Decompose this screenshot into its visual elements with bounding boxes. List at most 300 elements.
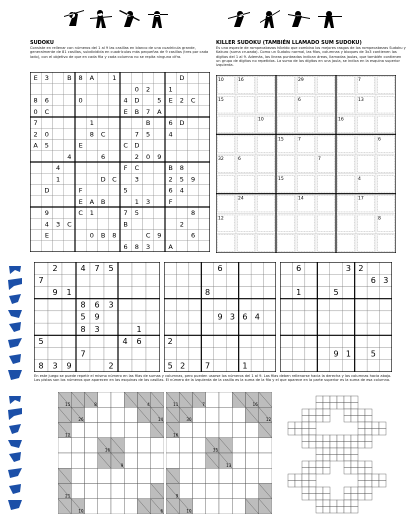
sudoku-cell[interactable] [380, 348, 392, 360]
killer-cell[interactable] [316, 95, 336, 115]
sudoku-cell[interactable] [342, 274, 354, 286]
hexadoku-cell[interactable] [109, 196, 120, 207]
sudoku-cell[interactable] [62, 335, 76, 347]
sudoku-cell[interactable] [146, 311, 160, 323]
hexadoku-cell[interactable] [64, 95, 75, 106]
kakuro-cell[interactable] [259, 438, 272, 453]
kakuro-cell[interactable] [138, 468, 151, 483]
sudoku-cell[interactable] [367, 286, 379, 298]
shape-puzzle-block[interactable] [330, 396, 344, 409]
kakuro-cell[interactable] [111, 423, 124, 438]
hexadoku-cell[interactable] [53, 196, 64, 207]
hexadoku-cell[interactable] [64, 140, 75, 151]
hexadoku-cell[interactable] [199, 95, 210, 106]
sudoku-cell[interactable] [104, 286, 118, 298]
killer-cell[interactable] [336, 194, 356, 214]
hexadoku-cell[interactable] [199, 196, 210, 207]
hexadoku-cell[interactable] [109, 185, 120, 196]
kakuro-cell[interactable] [246, 438, 259, 453]
kakuro-cell[interactable] [232, 468, 245, 483]
sudoku-cell[interactable] [342, 323, 354, 335]
hexadoku-cell[interactable] [154, 117, 165, 128]
killer-cell[interactable] [316, 134, 336, 154]
hexadoku-cell[interactable] [41, 117, 52, 128]
killer-cell[interactable] [256, 194, 276, 214]
hexadoku-cell[interactable] [98, 95, 109, 106]
sudoku-cell[interactable] [164, 299, 176, 311]
sudoku-cell[interactable] [176, 286, 188, 298]
sudoku-cell[interactable] [132, 274, 146, 286]
hexadoku-cell[interactable] [188, 117, 199, 128]
sudoku-cell[interactable] [201, 299, 213, 311]
kakuro-cell[interactable] [232, 453, 245, 468]
sudoku-cell[interactable] [292, 311, 304, 323]
sudoku-cell[interactable] [355, 286, 367, 298]
sudoku-cell[interactable] [189, 360, 201, 372]
sudoku-cell[interactable] [251, 335, 263, 347]
kakuro-cell[interactable] [151, 468, 164, 483]
sudoku-cell[interactable] [305, 262, 317, 274]
hexadoku-cell[interactable] [188, 196, 199, 207]
sudoku-cell[interactable] [118, 311, 132, 323]
sudoku-cell[interactable] [280, 286, 292, 298]
sudoku-cell[interactable] [342, 299, 354, 311]
kakuro-cell[interactable] [193, 499, 206, 514]
kakuro-cell[interactable] [151, 453, 164, 468]
sudoku-cell[interactable] [380, 360, 392, 372]
killer-cell[interactable] [256, 95, 276, 115]
hexadoku-cell[interactable] [64, 128, 75, 139]
shape-puzzle-block[interactable] [316, 409, 330, 422]
kakuro-cell[interactable] [246, 468, 259, 483]
hexadoku-cell[interactable] [199, 230, 210, 241]
kakuro-cell[interactable] [98, 499, 111, 514]
sudoku-cell[interactable] [380, 335, 392, 347]
hexadoku-cell[interactable] [53, 230, 64, 241]
sudoku-cell[interactable] [214, 286, 226, 298]
hexadoku-cell[interactable] [176, 128, 187, 139]
hexadoku-cell[interactable] [154, 162, 165, 173]
sudoku-cell[interactable] [305, 311, 317, 323]
sudoku-cell[interactable] [132, 286, 146, 298]
hexadoku-cell[interactable] [188, 106, 199, 117]
hexadoku-cell[interactable] [86, 140, 97, 151]
kakuro-cell[interactable] [219, 484, 232, 499]
sudoku-cell[interactable] [62, 299, 76, 311]
sudoku-cell[interactable] [176, 274, 188, 286]
killer-cell[interactable] [356, 134, 376, 154]
killer-cell[interactable] [236, 134, 256, 154]
shape-puzzle-block[interactable] [344, 487, 358, 500]
sudoku-cell[interactable] [367, 299, 379, 311]
hexadoku-cell[interactable] [75, 83, 86, 94]
hexadoku-cell[interactable] [176, 230, 187, 241]
sudoku-cell[interactable] [264, 299, 276, 311]
sudoku-cell[interactable] [48, 323, 62, 335]
hexadoku-cell[interactable] [120, 151, 131, 162]
sudoku-cell[interactable] [214, 299, 226, 311]
sudoku-cell[interactable] [118, 360, 132, 372]
shape-puzzle-block[interactable] [358, 474, 372, 487]
kakuro-cell[interactable] [259, 468, 272, 483]
kakuro-cell[interactable] [98, 468, 111, 483]
hexadoku-cell[interactable] [53, 106, 64, 117]
kakuro-cell[interactable] [179, 453, 192, 468]
hexadoku-cell[interactable] [30, 83, 41, 94]
kakuro-cell[interactable] [71, 423, 84, 438]
sudoku-cell[interactable] [164, 311, 176, 323]
hexadoku-cell[interactable] [143, 140, 154, 151]
sudoku-cell[interactable] [146, 274, 160, 286]
sudoku-cell[interactable] [118, 262, 132, 274]
hexadoku-cell[interactable] [30, 230, 41, 241]
hexadoku-cell[interactable] [86, 185, 97, 196]
sudoku-cell[interactable] [251, 360, 263, 372]
killer-cell[interactable] [356, 154, 376, 174]
kakuro-cell[interactable] [219, 407, 232, 422]
hexadoku-cell[interactable] [199, 173, 210, 184]
sudoku-cell[interactable] [62, 311, 76, 323]
hexadoku-cell[interactable] [188, 128, 199, 139]
shape-puzzle-block[interactable] [316, 500, 330, 513]
killer-cell[interactable] [376, 95, 396, 115]
hexadoku-cell[interactable] [199, 162, 210, 173]
sudoku-cell[interactable] [292, 360, 304, 372]
sudoku-cell[interactable] [367, 262, 379, 274]
hexadoku-cell[interactable] [109, 83, 120, 94]
hexadoku-cell[interactable] [86, 162, 97, 173]
sudoku-cell[interactable] [34, 323, 48, 335]
hexadoku-cell[interactable] [30, 241, 41, 252]
sudoku-cell[interactable] [355, 360, 367, 372]
hexadoku-cell[interactable] [75, 151, 86, 162]
hexadoku-cell[interactable] [98, 207, 109, 218]
kakuro-cell[interactable] [111, 468, 124, 483]
kakuro-cell[interactable] [85, 438, 98, 453]
hexadoku-cell[interactable] [53, 185, 64, 196]
sudoku-cell[interactable] [118, 323, 132, 335]
sudoku-cell[interactable] [62, 274, 76, 286]
killer-cell[interactable] [376, 194, 396, 214]
sudoku-cell[interactable] [264, 348, 276, 360]
kakuro-cell[interactable] [71, 468, 84, 483]
shape-puzzle-block[interactable] [288, 474, 302, 487]
hexadoku-cell[interactable] [75, 106, 86, 117]
shape-puzzle-block[interactable] [316, 487, 330, 500]
hexadoku-grid[interactable] [30, 72, 210, 252]
kakuro-cell[interactable] [206, 423, 219, 438]
hexadoku-cell[interactable] [30, 162, 41, 173]
kakuro-cell[interactable] [124, 407, 137, 422]
shape-puzzle-block[interactable] [302, 409, 316, 422]
kakuro-cell[interactable] [138, 438, 151, 453]
sudoku-cell[interactable] [292, 299, 304, 311]
hexadoku-cell[interactable] [143, 95, 154, 106]
sudoku-cell[interactable] [201, 335, 213, 347]
hexadoku-cell[interactable] [143, 207, 154, 218]
sudoku-cell[interactable] [330, 262, 342, 274]
sudoku-cell[interactable] [90, 348, 104, 360]
sudoku-cell[interactable] [264, 311, 276, 323]
hexadoku-cell[interactable] [199, 72, 210, 83]
sudoku-cell[interactable] [305, 360, 317, 372]
hexadoku-cell[interactable] [30, 151, 41, 162]
killer-cell[interactable] [376, 174, 396, 194]
sudoku-cell[interactable] [146, 348, 160, 360]
killer-cell[interactable] [316, 115, 336, 135]
kakuro-cell[interactable] [193, 423, 206, 438]
sudoku-cell[interactable] [264, 360, 276, 372]
hexadoku-cell[interactable] [176, 106, 187, 117]
killer-cell[interactable] [336, 174, 356, 194]
kakuro-cell[interactable] [193, 407, 206, 422]
samurai-grid-middle[interactable] [164, 262, 276, 372]
kakuro-cell[interactable] [98, 392, 111, 407]
hexadoku-cell[interactable] [64, 117, 75, 128]
sudoku-cell[interactable] [317, 348, 329, 360]
hexadoku-cell[interactable] [199, 117, 210, 128]
kakuro-cell[interactable] [193, 468, 206, 483]
sudoku-cell[interactable] [189, 274, 201, 286]
sudoku-cell[interactable] [104, 274, 118, 286]
hexadoku-cell[interactable] [53, 72, 64, 83]
hexadoku-cell[interactable] [41, 162, 52, 173]
sudoku-cell[interactable] [34, 348, 48, 360]
kakuro-cell[interactable] [179, 438, 192, 453]
samurai-grid-left[interactable] [34, 262, 160, 372]
hexadoku-cell[interactable] [64, 83, 75, 94]
sudoku-cell[interactable] [380, 299, 392, 311]
sudoku-cell[interactable] [380, 262, 392, 274]
hexadoku-cell[interactable] [165, 218, 176, 229]
hexadoku-cell[interactable] [41, 83, 52, 94]
kakuro-cell[interactable] [124, 453, 137, 468]
hexadoku-cell[interactable] [109, 162, 120, 173]
sudoku-cell[interactable] [176, 323, 188, 335]
sudoku-cell[interactable] [264, 323, 276, 335]
sudoku-cell[interactable] [251, 323, 263, 335]
hexadoku-cell[interactable] [154, 218, 165, 229]
shape-puzzle-block[interactable] [358, 409, 372, 422]
sudoku-cell[interactable] [342, 286, 354, 298]
killer-cell[interactable] [296, 233, 316, 253]
hexadoku-cell[interactable] [75, 230, 86, 241]
hexadoku-cell[interactable] [53, 241, 64, 252]
hexadoku-cell[interactable] [86, 241, 97, 252]
sudoku-cell[interactable] [280, 348, 292, 360]
killer-cell[interactable] [376, 154, 396, 174]
hexadoku-cell[interactable] [120, 196, 131, 207]
sudoku-cell[interactable] [330, 323, 342, 335]
kakuro-cell[interactable] [58, 438, 71, 453]
kakuro-cell[interactable] [71, 484, 84, 499]
sudoku-cell[interactable] [292, 274, 304, 286]
hexadoku-cell[interactable] [165, 230, 176, 241]
hexadoku-cell[interactable] [41, 173, 52, 184]
kakuro-cell[interactable] [124, 423, 137, 438]
kakuro-cell[interactable] [98, 484, 111, 499]
hexadoku-cell[interactable] [143, 72, 154, 83]
kakuro-grid-middle[interactable] [166, 392, 272, 514]
hexadoku-cell[interactable] [154, 83, 165, 94]
sudoku-cell[interactable] [214, 335, 226, 347]
kakuro-cell[interactable] [206, 392, 219, 407]
sudoku-cell[interactable] [330, 311, 342, 323]
hexadoku-cell[interactable] [109, 106, 120, 117]
sudoku-cell[interactable] [251, 348, 263, 360]
sudoku-cell[interactable] [48, 348, 62, 360]
sudoku-cell[interactable] [367, 311, 379, 323]
kakuro-cell[interactable] [85, 423, 98, 438]
hexadoku-cell[interactable] [64, 241, 75, 252]
hexadoku-cell[interactable] [98, 72, 109, 83]
kakuro-cell[interactable] [232, 438, 245, 453]
sudoku-cell[interactable] [305, 299, 317, 311]
kakuro-cell[interactable] [98, 423, 111, 438]
killer-cell[interactable] [256, 154, 276, 174]
sudoku-cell[interactable] [132, 348, 146, 360]
killer-cell[interactable] [236, 115, 256, 135]
hexadoku-cell[interactable] [176, 207, 187, 218]
kakuro-cell[interactable] [179, 468, 192, 483]
sudoku-cell[interactable] [251, 299, 263, 311]
kakuro-cell[interactable] [138, 484, 151, 499]
sudoku-cell[interactable] [34, 262, 48, 274]
sudoku-cell[interactable] [355, 348, 367, 360]
hexadoku-cell[interactable] [154, 207, 165, 218]
sudoku-cell[interactable] [226, 335, 238, 347]
sudoku-cell[interactable] [251, 262, 263, 274]
hexadoku-cell[interactable] [176, 241, 187, 252]
hexadoku-cell[interactable] [30, 185, 41, 196]
shape-puzzle-block[interactable] [330, 448, 344, 461]
killer-cell[interactable] [236, 213, 256, 233]
shape-puzzle-block[interactable] [302, 461, 316, 474]
sudoku-cell[interactable] [239, 286, 251, 298]
sudoku-cell[interactable] [280, 274, 292, 286]
sudoku-cell[interactable] [305, 348, 317, 360]
hexadoku-cell[interactable] [120, 117, 131, 128]
hexadoku-cell[interactable] [199, 106, 210, 117]
killer-cell[interactable] [296, 154, 316, 174]
hexadoku-cell[interactable] [176, 83, 187, 94]
sudoku-cell[interactable] [189, 286, 201, 298]
sudoku-cell[interactable] [189, 335, 201, 347]
sudoku-cell[interactable] [317, 262, 329, 274]
sudoku-cell[interactable] [292, 323, 304, 335]
sudoku-cell[interactable] [118, 274, 132, 286]
killer-cell[interactable] [316, 194, 336, 214]
killer-cell[interactable] [276, 194, 296, 214]
sudoku-cell[interactable] [355, 323, 367, 335]
hexadoku-cell[interactable] [109, 218, 120, 229]
hexadoku-cell[interactable] [188, 151, 199, 162]
hexadoku-cell[interactable] [98, 117, 109, 128]
sudoku-cell[interactable] [164, 262, 176, 274]
sudoku-cell[interactable] [164, 348, 176, 360]
sudoku-cell[interactable] [280, 323, 292, 335]
killer-cell[interactable] [276, 75, 296, 95]
hexadoku-cell[interactable] [109, 151, 120, 162]
sudoku-cell[interactable] [201, 262, 213, 274]
hexadoku-cell[interactable] [154, 72, 165, 83]
kakuro-cell[interactable] [219, 468, 232, 483]
killer-cell[interactable] [316, 174, 336, 194]
hexadoku-cell[interactable] [109, 207, 120, 218]
hexadoku-cell[interactable] [154, 140, 165, 151]
sudoku-cell[interactable] [34, 311, 48, 323]
hexadoku-cell[interactable] [30, 173, 41, 184]
killer-cell[interactable] [316, 213, 336, 233]
sudoku-cell[interactable] [330, 274, 342, 286]
hexadoku-cell[interactable] [143, 185, 154, 196]
hexadoku-cell[interactable] [120, 173, 131, 184]
shape-puzzle-block[interactable] [358, 422, 372, 435]
hexadoku-cell[interactable] [98, 83, 109, 94]
killer-cell[interactable] [296, 213, 316, 233]
sudoku-cell[interactable] [355, 274, 367, 286]
hexadoku-cell[interactable] [53, 151, 64, 162]
sudoku-cell[interactable] [239, 323, 251, 335]
sudoku-cell[interactable] [189, 299, 201, 311]
sudoku-cell[interactable] [176, 299, 188, 311]
sudoku-cell[interactable] [176, 311, 188, 323]
sudoku-cell[interactable] [118, 299, 132, 311]
shape-puzzle-block[interactable] [330, 500, 344, 513]
sudoku-cell[interactable] [239, 348, 251, 360]
hexadoku-cell[interactable] [64, 230, 75, 241]
sudoku-cell[interactable] [239, 335, 251, 347]
hexadoku-cell[interactable] [154, 196, 165, 207]
sudoku-cell[interactable] [380, 311, 392, 323]
sudoku-cell[interactable] [132, 299, 146, 311]
sudoku-cell[interactable] [76, 360, 90, 372]
killer-cell[interactable] [376, 233, 396, 253]
killer-cell[interactable] [336, 233, 356, 253]
hexadoku-cell[interactable] [75, 162, 86, 173]
hexadoku-cell[interactable] [30, 196, 41, 207]
hexadoku-cell[interactable] [53, 128, 64, 139]
hexadoku-cell[interactable] [188, 83, 199, 94]
sudoku-cell[interactable] [264, 274, 276, 286]
sudoku-cell[interactable] [330, 335, 342, 347]
kakuro-cell[interactable] [85, 499, 98, 514]
sudoku-cell[interactable] [264, 262, 276, 274]
shape-puzzle-block[interactable] [316, 448, 330, 461]
hexadoku-cell[interactable] [53, 83, 64, 94]
hexadoku-cell[interactable] [64, 162, 75, 173]
hexadoku-cell[interactable] [109, 117, 120, 128]
kakuro-cell[interactable] [166, 453, 179, 468]
hexadoku-cell[interactable] [176, 151, 187, 162]
kakuro-cell[interactable] [232, 499, 245, 514]
shape-puzzle-block[interactable] [372, 474, 386, 487]
killer-cell[interactable] [236, 95, 256, 115]
sudoku-cell[interactable] [34, 286, 48, 298]
hexadoku-cell[interactable] [98, 241, 109, 252]
hexadoku-cell[interactable] [41, 196, 52, 207]
sudoku-cell[interactable] [251, 286, 263, 298]
killer-cell[interactable] [336, 134, 356, 154]
sudoku-cell[interactable] [62, 348, 76, 360]
shape-puzzle-block[interactable] [302, 422, 316, 435]
shape-puzzle-block[interactable] [302, 474, 316, 487]
sudoku-cell[interactable] [34, 299, 48, 311]
sudoku-cell[interactable] [146, 299, 160, 311]
sudoku-cell[interactable] [132, 262, 146, 274]
sudoku-cell[interactable] [330, 299, 342, 311]
killer-grid[interactable] [216, 75, 396, 253]
